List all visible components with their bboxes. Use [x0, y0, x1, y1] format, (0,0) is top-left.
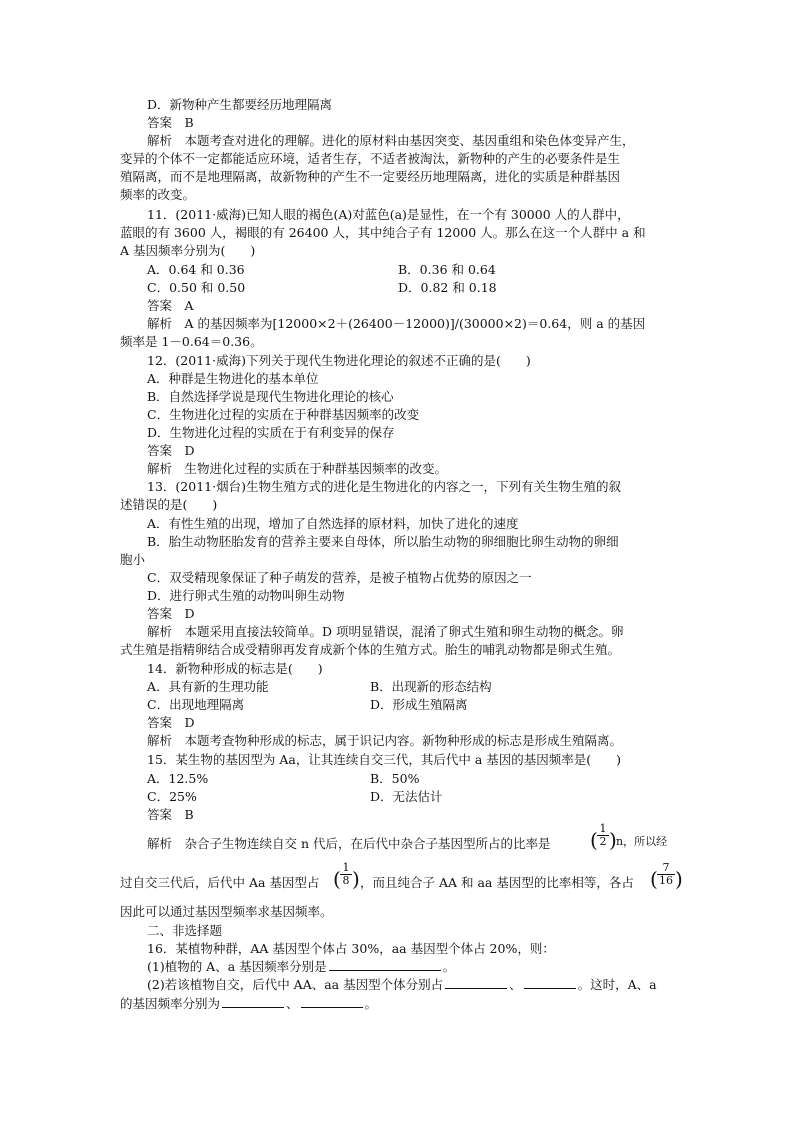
analysis-q15-line1: 解析 杂合子生物连续自交 n 代后，在后代中杂合子基因型所占的比率是 [147, 836, 551, 851]
question-16-part2-end: 。这时，A、a [577, 977, 657, 992]
fraction-denominator: 16 [659, 874, 673, 887]
answer-q11: 答案 A [147, 298, 194, 313]
fraction-denominator: 2 [599, 835, 607, 848]
question-15: 15．某生物的基因型为 Aa，让其连续自交三代，其后代中 a 基因的基因频率是( ) [147, 752, 622, 767]
analysis-q14: 解析 本题考查物种形成的标志，属于识记内容。新物种形成的标志是形成生殖隔离。 [147, 733, 623, 748]
analysis-q13-line1: 解析 本题采用直接法较简单。D 项明显错误，混淆了卵式生殖和卵生动物的概念。卵 [147, 624, 624, 639]
punctuation: 、 [286, 996, 299, 1011]
fraction-denominator: 8 [342, 874, 350, 887]
answer-q13: 答案 D [147, 606, 195, 621]
option-b-q14: B．出现新的形态结构 [370, 679, 492, 694]
analysis-q10-line3: 殖隔离，而不是地理隔离，故新物种的产生不一定要经历地理隔离，进化的实质是种群基因 [120, 169, 621, 184]
paren-close-1: ) [609, 828, 617, 852]
answer-q14: 答案 D [147, 715, 195, 730]
analysis-q13-line2: 式生殖是指精卵结合成受精卵再发育成新个体的生殖方式。胎生的哺乳动物都是卵式生殖。 [120, 642, 621, 657]
analysis-q12: 解析 生物进化过程的实质在于种群基因频率的改变。 [147, 461, 448, 476]
analysis-q10-line1: 解析 本题考查对进化的理解。进化的原材料由基因突变、基因重组和染色体变异产生， [147, 133, 635, 148]
question-11-line3: A 基因频率分别为( ) [120, 243, 256, 258]
answer-q10: 答案 B [147, 115, 194, 130]
question-16-part2 [147, 976, 657, 994]
answer-blank[interactable] [222, 995, 284, 1008]
option-d-q14: D．形成生殖隔离 [370, 697, 468, 712]
analysis-q15-line3: 因此可以通过基因型频率求基因频率。 [120, 904, 333, 919]
option-d-q10: D．新物种产生都要经历地理隔离 [147, 97, 333, 112]
option-c-q13: C．双受精现象保证了种子萌发的营养，是被子植物占优势的原因之一 [147, 570, 532, 585]
analysis-q10-line2: 变异的个体不一定都能适应环境，适者生存，不适者被淘汰，新物种的产生的必要条件是生 [120, 151, 621, 166]
analysis-q15-line2: 过自交三代后，后代中 Aa 基因型占 [120, 875, 320, 890]
paren-open-3: ( [650, 867, 658, 891]
question-14: 14．新物种形成的标志是( ) [147, 661, 323, 676]
question-13-line1: 13．(2011·烟台)生物生殖方式的进化是生物进化的内容之一，下列有关生物生殖的叙 [147, 479, 621, 494]
option-c-q14: C．出现地理隔离 [147, 697, 245, 712]
option-a-q12: A．种群是生物进化的基本单位 [147, 371, 319, 386]
punctuation: 。 [442, 959, 456, 974]
punctuation: 。 [364, 996, 378, 1011]
fraction-seven-sixteenths [657, 862, 675, 887]
question-16: 16．某植物种群，AA 基因型个体占 30%，aa 基因型个体占 20%，则： [147, 941, 555, 956]
analysis-q11-line1: 解析 A 的基因频率为[12000×2＋(26400－12000)]/(30000×2)＝0.64，则 a 的基因 [147, 316, 646, 331]
option-b-q12: B．自然选择学说是现代生物进化理论的核心 [147, 389, 394, 404]
fraction-one-half [597, 823, 609, 848]
paren-open-1: ( [590, 828, 598, 852]
paren-close-2: ) [352, 867, 360, 891]
answer-blank[interactable] [301, 995, 363, 1008]
section-heading-non-choice: 二、非选择题 [147, 923, 223, 938]
answer-q12: 答案 D [147, 443, 195, 458]
question-16-part1 [147, 958, 455, 976]
question-11-line2: 蓝眼的有 3600 人，褐眼的有 26400 人，其中纯合子有 12000 人。那么在这一个人群中 a 和 [120, 225, 646, 240]
option-c-q12: C．生物进化过程的实质在于种群基因频率的改变 [147, 407, 420, 422]
analysis-q15-line2-mid: ，而且纯合子 AA 和 aa 基因型的比率相等，各占 [360, 875, 634, 890]
question-11-line1: 11．(2011·威海)已知人眼的褐色(A)对蓝色(a)是显性，在一个有 30000 人的人群中， [147, 207, 630, 222]
option-c-q11: C．0.50 和 0.50 [147, 280, 246, 295]
fraction-numerator: 1 [599, 822, 607, 835]
option-b-q13-line2: 胞小 [120, 552, 146, 567]
question-16-part2-text: (2)若该植物自交，后代中 AA、aa 基因型个体分别占 [147, 977, 444, 992]
option-a-q11: A．0.64 和 0.36 [147, 262, 245, 277]
option-b-q15: B．50% [370, 771, 420, 786]
paren-close-3: ) [675, 867, 683, 891]
punctuation: 、 [509, 977, 522, 992]
question-16-part1-text: (1)植物的 A、a 基因频率分别是 [147, 959, 327, 974]
question-13-line2: 述错误的是( ) [120, 497, 218, 512]
fraction-numerator: 1 [342, 861, 350, 874]
analysis-q10-line4: 频率的改变。 [120, 187, 196, 202]
analysis-q15-line1-end: n，所以经 [616, 835, 668, 848]
fraction-one-eighth [340, 862, 352, 887]
question-16-part2-line2 [120, 995, 377, 1013]
option-a-q14: A．具有新的生理功能 [147, 679, 269, 694]
option-b-q11: B．0.36 和 0.64 [398, 262, 496, 277]
question-16-part2-line2-text: 的基因频率分别为 [120, 996, 221, 1011]
answer-q15: 答案 B [147, 807, 194, 822]
option-a-q15: A．12.5% [147, 771, 209, 786]
option-b-q13-line1: B．胎生动物胚胎发育的营养主要来自母体，所以胎生动物的卵细胞比卵生动物的卵细 [147, 534, 619, 549]
option-d-q15: D．无法估计 [370, 789, 443, 804]
option-c-q15: C．25% [147, 789, 197, 804]
option-d-q11: D．0.82 和 0.18 [398, 280, 497, 295]
paren-open-2: ( [333, 867, 341, 891]
answer-blank[interactable] [445, 976, 507, 989]
option-d-q12: D．生物进化过程的实质在于有利变异的保存 [147, 425, 395, 440]
fraction-numerator: 7 [662, 861, 670, 874]
analysis-q11-line2: 频率是 1－0.64＝0.36。 [120, 334, 263, 349]
answer-blank[interactable] [524, 976, 576, 989]
question-12: 12．(2011·威海)下列关于现代生物进化理论的叙述不正确的是( ) [147, 353, 531, 368]
answer-blank[interactable] [329, 958, 441, 971]
option-d-q13: D．进行卵式生殖的动物叫卵生动物 [147, 588, 345, 603]
option-a-q13: A．有性生殖的出现，增加了自然选择的原材料，加快了进化的速度 [147, 516, 519, 531]
